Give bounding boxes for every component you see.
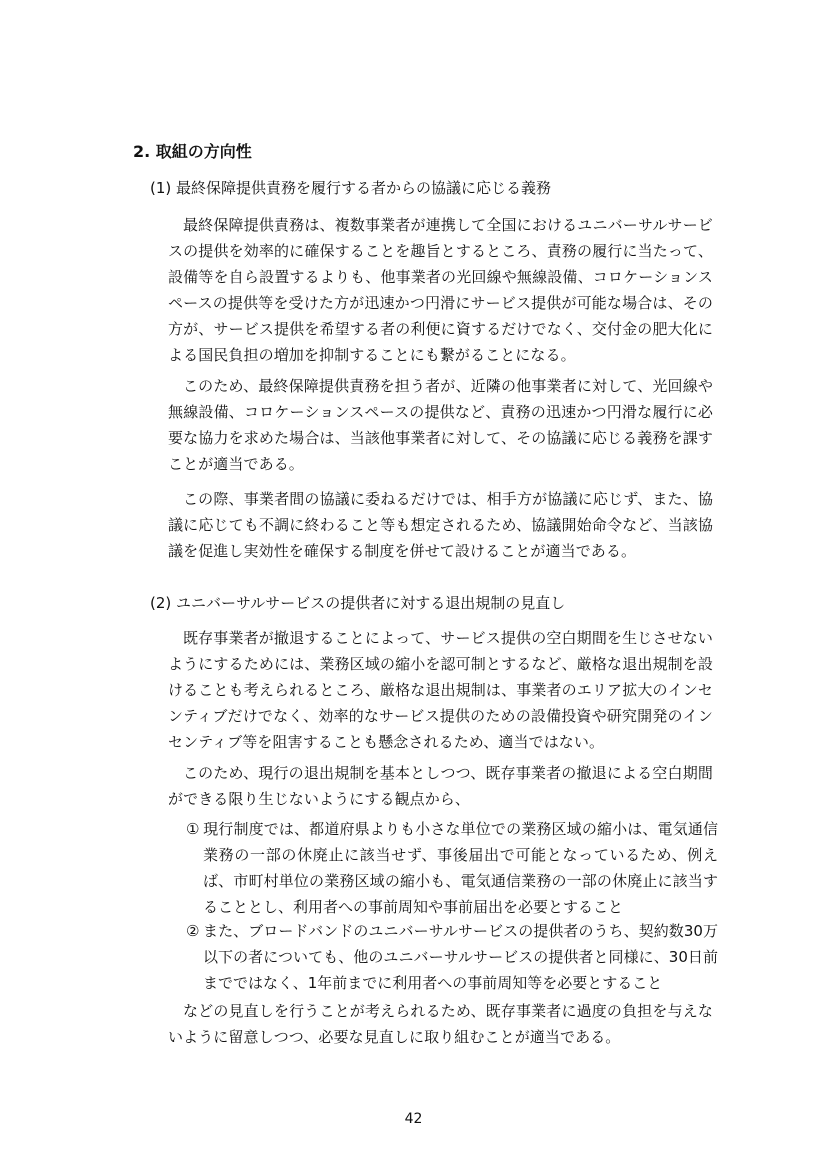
subsection-1-paragraph-2: このため、最終保障提供責務を担う者が、近隣の他事業者に対して、光回線や無線設備、コロケーションスペースの提供など、責務の迅速かつ円滑な履行に必要な協力を求めた場合は、当該他事業者に対して、その協議に応じる義務を課すことが適当である。 (168, 377, 713, 473)
list-item-marker: ① (186, 820, 200, 838)
list-item (186, 918, 718, 996)
subsection-2-title: (2) ユニバーサルサービスの提供者に対する退出規制の見直し (150, 594, 566, 612)
subsection-1-title: (1) 最終保障提供責務を履行する者からの協議に応じる義務 (150, 179, 552, 197)
list-item-text: また、ブロードバンドのユニバーサルサービスの提供者のうち、契約数30万以下の者についても、他のユニバーサルサービスの提供者と同様に、30日前までではなく、1年前までに利用者への事前周知等を必要とすること (203, 922, 718, 992)
subsection-2-paragraph-2: このため、現行の退出規制を基本としつつ、既存事業者の撤退による空白期間ができる限り生じないようにする観点から、 (168, 764, 713, 808)
section-heading: 2. 取組の方向性 (133, 142, 252, 161)
list-item-text: 現行制度では、都道府県よりも小さな単位での業務区域の縮小は、電気通信業務の一部の休廃止に該当せず、事後届出で可能となっているため、例えば、市町村単位の業務区域の縮小も、電気通信業務の一部の休廃止に該当することとし、利用者への事前周知や事前届出を必要とすること (203, 820, 718, 916)
subsection-1-paragraph-1: 最終保障提供責務は、複数事業者が連携して全国におけるユニバーサルサービスの提供を効率的に確保することを趣旨とするところ、責務の履行に当たって、設備等を自ら設置するよりも、他事業者の光回線や無線設備、コロケーションスペースの提供等を受けた方が迅速かつ円滑にサービス提供が可能な場合は、その方が、サービス提供を希望する者の利便に資するだけでなく、交付金の肥大化による国民負担の増加を抑制することにも繋がることになる。 (168, 216, 713, 364)
subsection-1-paragraph-3: この際、事業者間の協議に委ねるだけでは、相手方が協議に応じず、また、協議に応じても不調に終わること等も想定されるため、協議開始命令など、当該協議を促進し実効性を確保する制度を併せて設けることが適当である。 (168, 490, 713, 560)
subsection-2-closing: などの見直しを行うことが考えられるため、既存事業者に過度の負担を与えないように留意しつつ、必要な見直しに取り組むことが適当である。 (168, 1002, 713, 1046)
list-item (186, 816, 718, 920)
page-number: 42 (404, 1111, 423, 1127)
subsection-2-paragraph-1: 既存事業者が撤退することによって、サービス提供の空白期間を生じさせないようにするためには、業務区域の縮小を認可制とするなど、厳格な退出規制を設けることも考えられるところ、厳格な退出規制は、事業者のエリア拡大のインセンティブだけでなく、効率的なサービス提供のための設備投資や研究開発のインセンティブ等を阻害することも懸念されるため、適当ではない。 (168, 629, 713, 751)
list-item-marker: ② (186, 922, 200, 940)
